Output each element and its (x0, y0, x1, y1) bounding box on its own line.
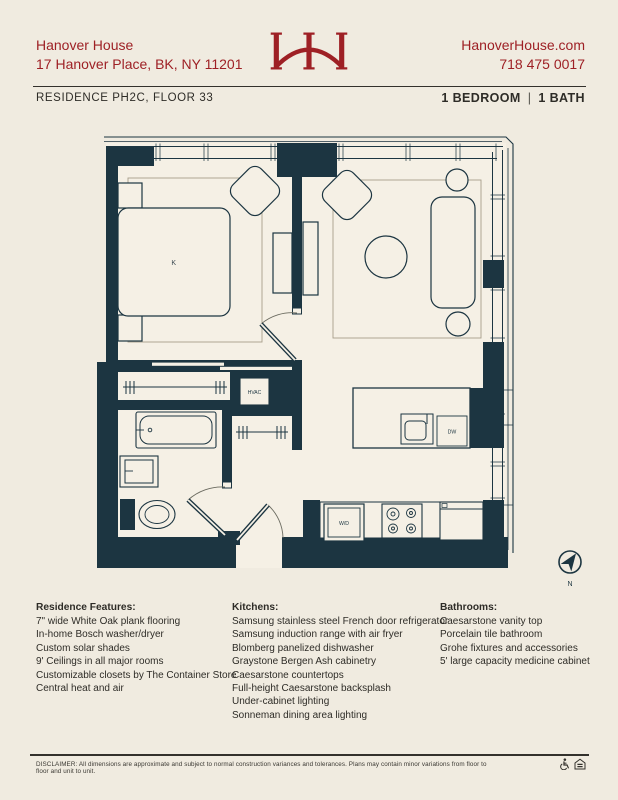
feature-item: Central heat and air (36, 683, 124, 695)
compass-label: N (567, 581, 573, 588)
accessibility-icon (559, 758, 570, 770)
feature-item: 5' large capacity medicine cabinet (440, 656, 590, 668)
kitchens-column (232, 602, 447, 722)
contact-block (461, 36, 585, 74)
phone: 718 475 0017 (499, 56, 585, 72)
vanity (120, 456, 158, 487)
disclaimer-text: DISCLAIMER: All dimensions are approximate and subject to normal construction variances and tolerances. Plans may contain minor variations from floor to floor and unit to unit. (36, 761, 487, 775)
wall-left-upper (106, 146, 118, 362)
feature-item: Caesarstone countertops (232, 669, 344, 681)
bathroom-count: 1 BATH (538, 91, 585, 105)
header-divider (33, 86, 586, 87)
bedroom-count: 1 BEDROOM (441, 91, 521, 105)
stove (382, 504, 422, 538)
bathrooms-column (440, 602, 610, 669)
feature-item: Porcelain tile bathroom (440, 629, 543, 641)
bed-bath-separator: | (527, 91, 532, 105)
website: HanoverHouse.com (461, 37, 585, 53)
wall-bedroom-living-divider (292, 177, 302, 314)
feature-item: Under-cabinet lighting (232, 696, 330, 708)
footer-icons (559, 758, 586, 770)
feature-item: Samsung stainless steel French door refrigerator (232, 616, 449, 627)
wall-bottom-right (282, 537, 508, 568)
residence-title: RESIDENCE PH2C, FLOOR 33 (36, 92, 214, 104)
wall-bathroom-north (106, 400, 232, 410)
feature-item: Blomberg panelized dishwasher (232, 642, 374, 654)
wall-kitchen-west-return (303, 500, 320, 540)
wall-bedroom-south (106, 360, 302, 372)
feature-item: Caesarstone vanity top (440, 616, 543, 627)
bedroom-console (273, 233, 292, 293)
features-column-title: Residence Features: (36, 602, 136, 613)
kitchen-island (353, 388, 470, 448)
feature-item: Sonneman dining area lighting (232, 709, 368, 721)
feature-item: Full-height Caesarstone backsplash (232, 683, 391, 695)
feature-item: Custom solar shades (36, 642, 130, 654)
feature-item: In-home Bosch washer/dryer (36, 629, 164, 641)
wall-bathroom-east (222, 410, 232, 488)
feature-item: Graystone Bergen Ash cabinetry (232, 656, 376, 668)
feature-item: Grohe fixtures and accessories (440, 642, 578, 654)
hvac-label: HVAC (247, 390, 262, 396)
wall-right-pier-2 (483, 342, 504, 388)
wall-right-bottom (483, 500, 504, 540)
side-table-top (446, 169, 468, 191)
building-address: 17 Hanover Place, BK, NY 11201 (36, 56, 243, 72)
toilet-bowl (139, 501, 175, 529)
washer-dryer-label: W/D (338, 521, 350, 527)
features-column-title: Bathrooms: (440, 602, 498, 613)
wall-top-center-pier (277, 143, 337, 177)
bed-bath-summary (441, 91, 585, 105)
floor-plan (0, 133, 618, 593)
hanover-house-logo (266, 28, 352, 74)
feature-item: Customizable closets by The Container Store (36, 669, 237, 681)
wall-hall-closet-east (292, 410, 302, 450)
equal-housing-icon (574, 758, 586, 770)
wall-bottom-left (97, 537, 236, 568)
wall-right-kitchen-block (470, 388, 504, 448)
dishwasher-label: DW (447, 429, 457, 436)
coffee-table (365, 236, 407, 278)
residence-features-column (36, 602, 236, 695)
wall-left-lower (97, 362, 118, 554)
toilet-tank (120, 499, 135, 530)
nightstand-top (118, 183, 142, 208)
sofa (431, 197, 475, 308)
building-name: Hanover House (36, 37, 134, 53)
feature-item: Samsung induction range with air fryer (232, 629, 403, 641)
hall-console (303, 222, 318, 295)
footer-divider (30, 754, 589, 756)
nightstand-bottom (118, 315, 142, 341)
side-table-bottom (446, 312, 470, 336)
feature-item: 7" wide White Oak plank flooring (36, 616, 181, 627)
building-address-block (36, 36, 243, 74)
hvac-closet (240, 378, 269, 405)
features-column-title: Kitchens: (232, 602, 279, 613)
bed-size-label: K (171, 260, 177, 267)
feature-item: 9' Ceilings in all major rooms (36, 656, 164, 668)
wall-right-pier-1 (483, 260, 504, 288)
compass-north-icon (559, 550, 581, 588)
